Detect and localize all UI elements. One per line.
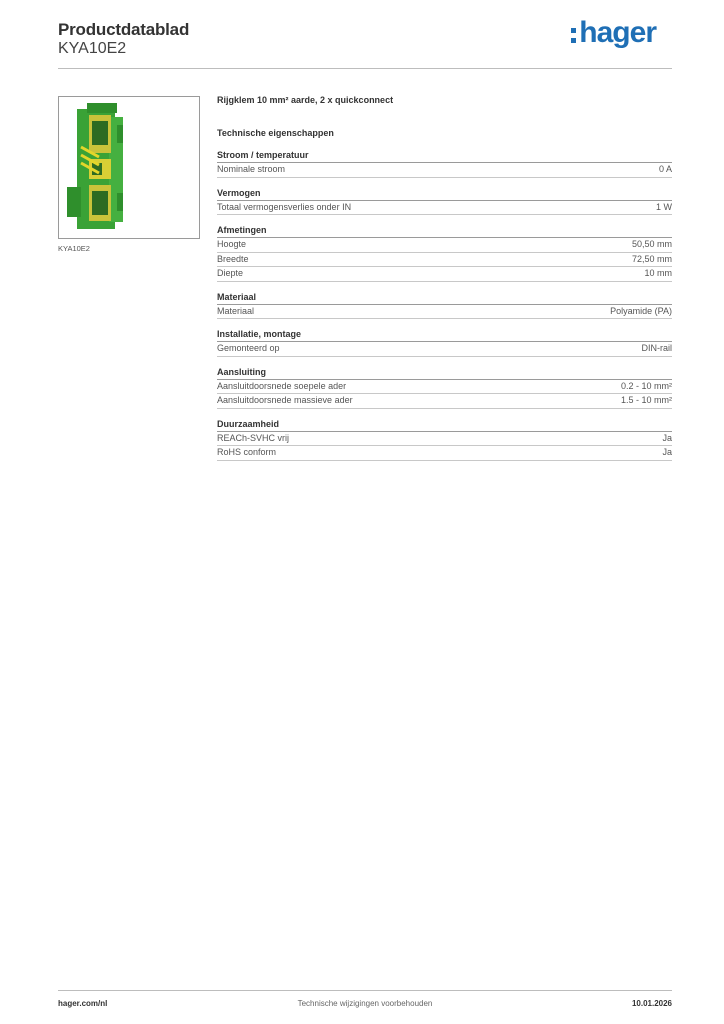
property-label: Gemonteerd op xyxy=(217,343,280,353)
property-label: Aansluitdoorsnede massieve ader xyxy=(217,395,353,405)
section-current-temperature xyxy=(217,148,672,178)
product-image-caption: KYA10E2 xyxy=(58,244,90,253)
property-value: Ja xyxy=(662,432,672,443)
section-title: Installatie, montage xyxy=(217,327,672,342)
header-divider xyxy=(58,68,672,69)
logo-dots-icon xyxy=(571,28,576,43)
property-row xyxy=(217,267,672,282)
property-row xyxy=(217,342,672,357)
datasheet-content xyxy=(217,92,672,461)
logo-text: hager xyxy=(579,16,656,49)
section-title: Materiaal xyxy=(217,290,672,305)
property-value: Polyamide (PA) xyxy=(610,305,672,316)
section-sustainability xyxy=(217,417,672,461)
property-label: Totaal vermogensverlies onder IN xyxy=(217,201,352,212)
property-value: 1.5 - 10 mm² xyxy=(620,395,672,405)
property-value: Ja xyxy=(662,447,672,457)
section-connection xyxy=(217,365,672,409)
product-image-frame xyxy=(58,96,200,239)
property-row xyxy=(217,201,672,216)
section-title: Aansluiting xyxy=(217,365,672,380)
property-label: Hoogte xyxy=(217,239,247,249)
property-row xyxy=(217,305,672,320)
property-row xyxy=(217,380,672,395)
hager-logo xyxy=(571,18,656,48)
section-title: Duurzaamheid xyxy=(217,417,672,432)
section-installation xyxy=(217,327,672,357)
property-label: RoHS conform xyxy=(217,447,277,457)
property-row xyxy=(217,238,672,253)
property-value: 50,50 mm xyxy=(631,239,672,249)
technical-properties-heading: Technische eigenschappen xyxy=(217,128,334,138)
footer-notice: Technische wijzigingen voorbehouden xyxy=(297,999,433,1008)
property-value: 0.2 - 10 mm² xyxy=(620,380,672,391)
property-row xyxy=(217,394,672,409)
product-description: Rijgklem 10 mm² aarde, 2 x quickconnect xyxy=(217,95,394,105)
property-row xyxy=(217,432,672,447)
section-title: Stroom / temperatuur xyxy=(217,148,672,163)
section-title: Vermogen xyxy=(217,186,672,201)
property-label: REACh-SVHC vrij xyxy=(217,432,290,443)
property-label: Nominale stroom xyxy=(217,164,286,174)
property-label: Breedte xyxy=(217,253,249,264)
property-value: 1 W xyxy=(655,201,672,212)
property-value: 10 mm xyxy=(644,268,672,278)
property-label: Aansluitdoorsnede soepele ader xyxy=(217,380,347,391)
property-row xyxy=(217,446,672,461)
footer-date: 10.01.2026 xyxy=(631,999,672,1008)
terminal-block-image xyxy=(59,97,199,238)
page-header xyxy=(58,16,672,68)
footer-website-link[interactable]: hager.com/nl xyxy=(58,999,108,1008)
section-dimensions xyxy=(217,223,672,282)
property-value: 0 A xyxy=(658,164,672,174)
section-power xyxy=(217,186,672,216)
section-title: Afmetingen xyxy=(217,223,672,238)
property-value: 72,50 mm xyxy=(631,253,672,264)
property-value: DIN-rail xyxy=(641,343,672,353)
document-title: Productdatablad xyxy=(58,20,190,39)
section-material xyxy=(217,290,672,320)
property-row xyxy=(217,163,672,178)
page-footer xyxy=(58,990,672,1008)
property-row xyxy=(217,253,672,268)
property-label: Materiaal xyxy=(217,305,255,316)
property-label: Diepte xyxy=(217,268,244,278)
product-code: KYA10E2 xyxy=(58,40,127,57)
